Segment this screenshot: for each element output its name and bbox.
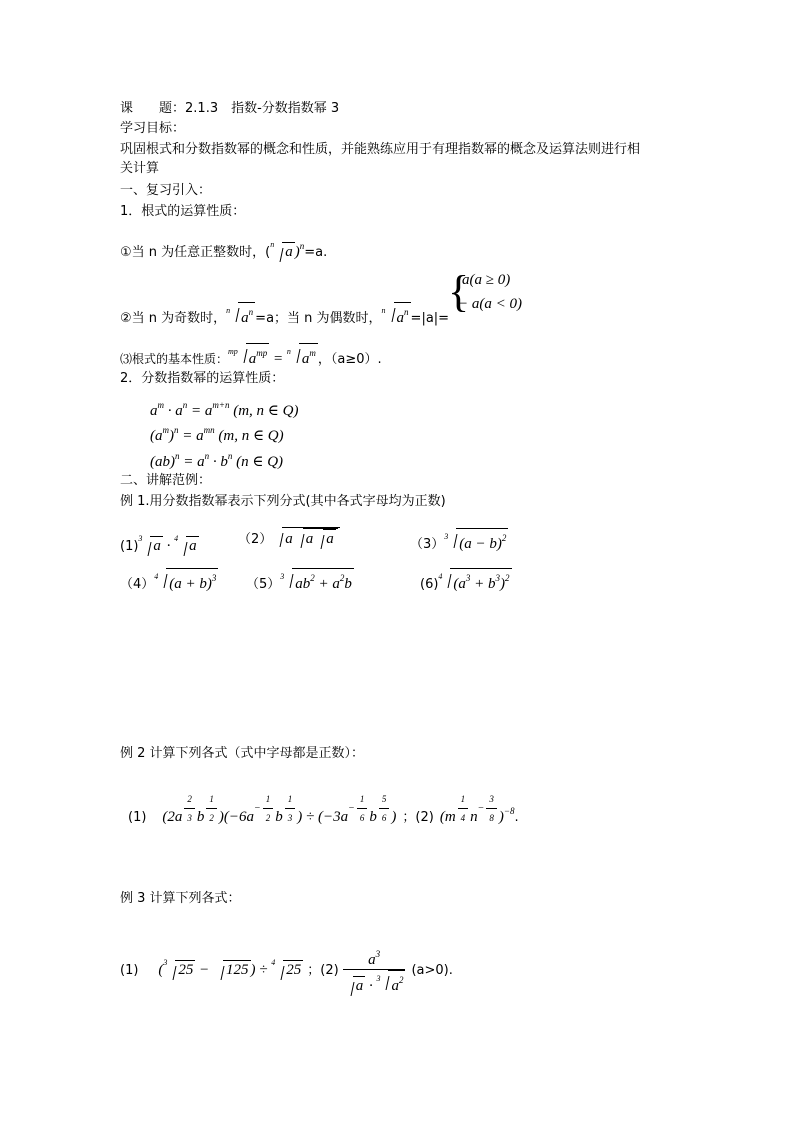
example-2-title: 例 2 计算下列各式（式中字母都是正数）：: [120, 746, 365, 761]
property-1: ①当 n 为任意正整数时，($^n$ a )$^n$=a.: [120, 240, 328, 260]
ex1-item-3: $(3)^3$ $(a - b)^2$: [410, 528, 508, 554]
ex1-label-6: (6): [420, 577, 439, 592]
ex1-label-5: （5）: [246, 577, 281, 592]
property-2-text-a: ②当 n 为奇数时，: [120, 311, 227, 326]
case-line-1: a(a ≥ 0): [462, 272, 511, 288]
lesson-title: [120, 100, 339, 118]
property-2-text-b: =a；当 n 为偶数时，: [255, 311, 382, 326]
ex1-item-2: （2） a a a: [238, 527, 340, 549]
example-3-title: 例 3 计算下列各式：: [120, 891, 241, 906]
property-2: ②当 n 为奇数时，$^n$ $a^n =a$；当 n 为偶数时，$^n$ $a^n =|a|=$: [120, 302, 449, 328]
rule-3: $(ab)^n = a^n \cdot b^n$ (n ∈ Q): [150, 451, 284, 470]
examples-heading: 二、讲解范例：: [120, 473, 212, 488]
ex2-end: .: [514, 809, 519, 825]
ex1-label-3: （3）: [410, 537, 445, 552]
objective-heading: 学习目标：: [120, 121, 186, 136]
lesson-title-label: 课 题：: [120, 101, 186, 116]
ex2-separator: ；(2): [402, 809, 434, 825]
ex1-label-1: (1): [120, 539, 139, 554]
case-line-2: − a(a < 0): [458, 296, 522, 312]
property-3-end: ，（a≥0）.: [317, 352, 382, 367]
example-1-title: 例 1.用分数指数幂表示下列分式(其中各式字母均为正数): [120, 494, 446, 509]
ex3-condition: (a>0).: [411, 962, 453, 978]
ex3-separator: ；(2): [307, 962, 339, 978]
ex3-label-1: (1): [120, 962, 139, 978]
review-sub-2: 2．分数指数幂的运算性质：: [120, 371, 285, 386]
property-3: ⑶根式的基本性质：$^{mp}$ $a^{mp} = ^n$ $a^m$ ，（a≥0）.: [120, 343, 382, 369]
ex2-problems: (1) (2a $\frac{2}{3}$ b $\frac{1}{2}$ )(−6a− $\frac{1}{2}$ b $\frac{1}{3}$ ) ÷ (−3a− $\frac{1}{6}$ b $\frac{5}{6}$ ) ；(2) (m $\frac{1}{4}$ n− $\frac{3}{8}$ )$^{-8}$.: [128, 790, 519, 827]
ex3-problems: (1) ($^3$ 25 − 125 ) ÷ $^4$ 25 ；(2) $\frac{a^3}{a \cdot ^3 a^2}$ (a>0).: [120, 945, 453, 995]
rule-2: $(a^m)^n = a^{mn}$ (m, n ∈ Q): [150, 425, 284, 444]
review-heading: 一、复习引入：: [120, 183, 212, 198]
case-brace: {: [448, 267, 470, 316]
ex1-item-1: $(1)^3$ a · $^4$ a: [120, 534, 197, 554]
objective-line-2: 关计算: [120, 161, 160, 176]
ex1-label-4: （4）: [120, 577, 155, 592]
lesson-title-text: 2.1.3 指数-分数指数幂 3: [185, 101, 340, 116]
property-2-text-c: =|a|=: [410, 311, 450, 326]
ex1-label-2: （2）: [238, 532, 273, 547]
rule-1: $a^m \cdot a^n = a^{m+n}$ (m, n ∈ Q): [150, 400, 299, 419]
property-1-end: =a.: [304, 245, 328, 260]
ex1-item-5: $(5)^3$ $ab^2 + a^2b$: [246, 568, 354, 594]
ex1-item-4: $(4)^4$ $(a + b)^3$: [120, 568, 218, 594]
objective-line-1: 巩固根式和分数指数幂的概念和性质，并能熟练应用于有理指数幂的概念及运算法则进行相: [120, 142, 641, 157]
ex1-item-6: $(6)^4$ $(a^3 + b^3)^2$: [420, 568, 512, 594]
property-3-text: ⑶根式的基本性质：: [120, 352, 229, 366]
review-sub-1: 1．根式的运算性质：: [120, 204, 246, 219]
ex2-label-1: (1): [128, 809, 147, 825]
property-1-text: ①当 n 为任意正整数时，(: [120, 245, 271, 260]
